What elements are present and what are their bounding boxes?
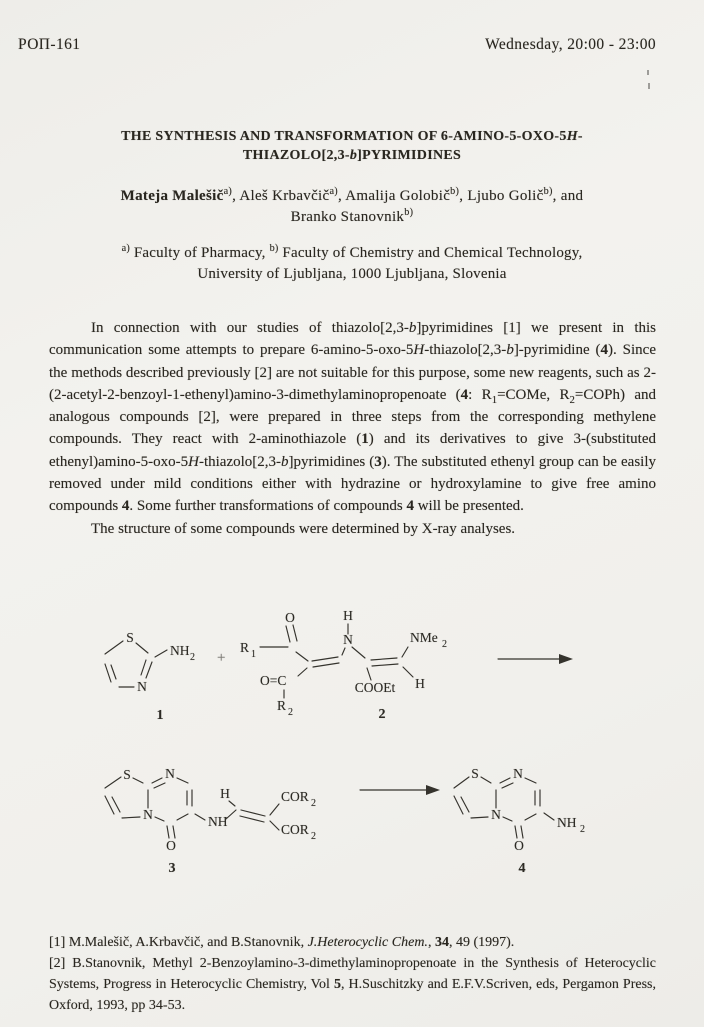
affiliation-line-2: University of Ljubljana, 1000 Ljubljana, Slovenia bbox=[197, 266, 507, 282]
scan-artifact bbox=[648, 83, 650, 89]
scan-artifact bbox=[647, 70, 649, 75]
amino-subscript: 2 bbox=[190, 652, 195, 663]
oxo-o-label: O bbox=[166, 838, 176, 853]
amino-group-label: NH bbox=[557, 815, 577, 830]
dimethylamino-label: NMe bbox=[410, 630, 438, 645]
r2-subscript: 2 bbox=[288, 707, 293, 718]
benzoyl-oc-label: O=C bbox=[260, 673, 287, 688]
r1-subscript: 1 bbox=[251, 649, 256, 660]
carbonyl-o-label: O bbox=[285, 610, 295, 625]
reaction-arrow-2 bbox=[356, 780, 446, 800]
abstract-text bbox=[49, 317, 656, 540]
vinyl-h-label: H bbox=[415, 676, 425, 691]
title-line-1: THE SYNTHESIS AND TRANSFORMATION OF 6-AMINO-5-OXO-5H- bbox=[121, 129, 583, 144]
affiliation bbox=[0, 243, 704, 285]
r2-label: R bbox=[277, 698, 287, 713]
nh-linker-label: NH bbox=[208, 814, 228, 829]
paper-title bbox=[0, 127, 704, 165]
atom-s-label: S bbox=[126, 630, 134, 645]
reference-1: [1] M.Malešič, A.Krbavčič, and B.Stanovnik, J.Heterocyclic Chem., 34, 49 (1997). bbox=[49, 935, 515, 950]
abstract-paragraph-1: In connection with our studies of thiazolo[2,3-b]pyrimidines [1] we present in this communication some attempts to prepare 6-amino-5-oxo-5H-thiazolo[2,3-b]-pyrimidine (4). Since the methods described previously [2] are not suitable for this purpose, some new reagents, such as 2-(2-acetyl-2-benzoyl-1-ethenyl)amino-3-dimethylaminopropenoate (4: $R_1=COMe$, $R_2=COPh$) and analogous compounds [2], were prepared in three steps from the corresponding methylene compounds. They react with 2-aminothiazole (1) and its derivatives to give 3-(substituted ethenyl)amino-5-oxo-5H-thiazolo[2,3-b]pyrimidines (3). The substituted ethenyl group can be easily removed under mild conditions either with hydrazine or hydroxylamine to give free amino compounds 4. Some further transformations of compounds 4 will be presented. bbox=[49, 320, 657, 515]
pyrimidine-n-label: N bbox=[513, 766, 523, 781]
affiliation-line-1: $^{a)}$ Faculty of Pharmacy, $^{b)}$ Faculty of Chemistry and Chemical Technology, bbox=[121, 243, 583, 261]
bridge-n-label: N bbox=[491, 807, 501, 822]
cor-bottom-label: COR bbox=[281, 822, 309, 837]
plus-sign: + bbox=[217, 650, 226, 666]
amino-subscript: 2 bbox=[580, 824, 585, 835]
author-list bbox=[0, 186, 704, 228]
session-schedule: Wednesday, 20:00 - 23:00 bbox=[485, 36, 656, 53]
pyrimidine-n-label: N bbox=[165, 766, 175, 781]
oxo-o-label: O bbox=[514, 838, 524, 853]
structure-4-aminothiazolopyrimidinone bbox=[440, 760, 660, 885]
structure-2-propenoate bbox=[232, 600, 522, 740]
abstract-paragraph-2: The structure of some compounds were determined by X-ray analyses. bbox=[91, 520, 516, 537]
authors-line-1: Mateja Malešič$^{a)}$, Aleš Krbavčič$^{a)}$, Amalija Golobič$^{b)}$, Ljubo Golič$^{b)}$, and bbox=[120, 186, 584, 204]
structure-1-aminothiazole bbox=[88, 616, 238, 726]
cor-bottom-subscript: 2 bbox=[311, 831, 316, 842]
atom-s-label: S bbox=[123, 767, 131, 782]
ester-group-label: COOEt bbox=[354, 680, 396, 695]
compound-3-label: 3 bbox=[168, 861, 176, 876]
page-header bbox=[18, 36, 656, 54]
dimethylamino-subscript: 2 bbox=[442, 639, 447, 650]
enamine-n-label: N bbox=[343, 632, 353, 647]
reference-2: [2] B.Stanovnik, Methyl 2-Benzoylamino-3-dimethylaminopropenoate in the Synthesis of Heterocyclic Systems, Progress in Heterocyclic Chemistry, Vol 5, H.Suschitzky and E.F.V.Scriven, eds, Pergamon Press, Oxford, 1993, pp 34-53. bbox=[49, 956, 656, 1013]
vinyl-h-label: H bbox=[220, 786, 230, 801]
reaction-arrow-1 bbox=[497, 649, 575, 669]
nh-h-label: H bbox=[343, 608, 353, 623]
r1-label: R bbox=[240, 640, 250, 655]
authors-line-2: Branko Stanovnik$^{b)}$ bbox=[290, 207, 414, 225]
compound-1-label: 1 bbox=[156, 708, 164, 723]
structure-3-thiazolopyrimidinone bbox=[78, 760, 388, 885]
cor-top-subscript: 2 bbox=[311, 798, 316, 809]
title-line-2: THIAZOLO[2,3-b]PYRIMIDINES bbox=[242, 148, 462, 163]
compound-4-label: 4 bbox=[518, 861, 526, 876]
cor-top-label: COR bbox=[281, 789, 309, 804]
references bbox=[49, 932, 656, 1016]
atom-s-label: S bbox=[471, 766, 479, 781]
amino-group-label: NH bbox=[170, 643, 190, 658]
atom-n-label: N bbox=[137, 679, 147, 694]
compound-2-label: 2 bbox=[378, 707, 386, 722]
session-code: РОП-161 bbox=[18, 36, 81, 53]
bridge-n-label: N bbox=[143, 807, 153, 822]
